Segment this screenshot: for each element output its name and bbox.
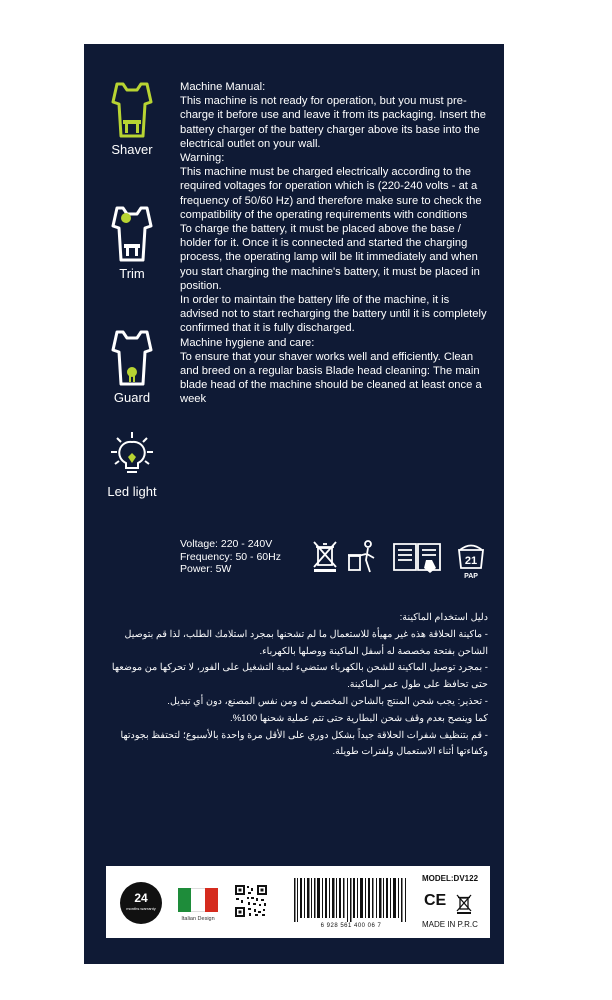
- arabic-instructions: [100, 610, 488, 761]
- made-in-label: MADE IN P.R.C: [422, 920, 478, 929]
- model-number: MODEL:DV122: [422, 874, 479, 883]
- manual-text-block: [180, 80, 490, 407]
- qr-code: [234, 884, 268, 918]
- feature-guard: [84, 328, 180, 405]
- product-box-back-panel: [84, 44, 504, 964]
- manual-heading: Machine Manual:: [180, 81, 266, 93]
- arabic-paragraph: كما وينصح بعدم وقف شحن البطارية حتى تتم عملية شحنها 100%.: [229, 712, 488, 724]
- feature-label: Trim: [119, 266, 145, 281]
- tidyman-recycle-icon: [346, 540, 380, 574]
- warranty-text: months warranty: [126, 906, 156, 911]
- pao-label: PAP: [464, 573, 478, 580]
- arabic-paragraph: - تحذير: يجب شحن المنتج بالشاحن المخصص له ومن نفس المصنع، دون أي تبديل.: [167, 695, 488, 707]
- power-spec: Power: 5W: [180, 563, 232, 575]
- manual-paragraph: In order to maintain the battery life of the machine, it is advised not to start recharging the battery until it is completely confirmed that it is fully discharged.: [180, 294, 487, 335]
- italian-design-label: Italian Design: [181, 916, 215, 922]
- manual-paragraph: To ensure that your shaver works well and efficiently. Clean and breed on a regular basis Blade head cleaning: The main blade head of the machine should be cleaned at least once a week: [180, 350, 482, 406]
- footer-label-strip: [106, 866, 490, 938]
- crossed-bin-icon: [312, 540, 338, 572]
- guard-body-icon: [107, 328, 157, 388]
- read-manual-icon: [392, 540, 444, 574]
- feature-trim: [84, 204, 180, 281]
- warranty-number: 24: [134, 891, 148, 905]
- arabic-heading: دليل استخدام الماكينة:: [399, 612, 488, 623]
- hygiene-heading: Machine hygiene and care:: [180, 336, 315, 349]
- feature-shaver: [84, 80, 180, 157]
- feature-label: Led light: [107, 484, 157, 499]
- specifications: [180, 538, 281, 576]
- arabic-paragraph: - بمجرد توصيل الماكينة للشحن بالكهرباء ستضيء لمبة التشغيل على الفور، لا تحركها من موضعها حتى تحافظ على طول عمر الماكينة.: [111, 662, 488, 691]
- arabic-paragraph: - قم بتنظيف شفرات الحلاقة جيداً بشكل دوري على الأقل مرة واحدة بالأسبوع؛ لتحتفظ بجودتها وكفاءتها أثناء الاستعمال ولفترات طويلة.: [120, 729, 488, 758]
- manual-paragraph: To charge the battery, it must be placed above the base / holder for it. Once it is connected and started the charging process, the operating lamp will be lit immediately and when you start charging the machine's battery, it must be placed in position.: [180, 223, 480, 292]
- manual-paragraph: This machine must be charged electrically according to the required voltages for operation which is (220-240 volts - at a frequency of 50/60 Hz) and therefore make sure to check the compatibility of the operating requirements with conditions: [180, 166, 482, 221]
- trim-body-icon: [107, 204, 157, 264]
- barcode-number: 6 928 561 400 06 7: [320, 923, 382, 929]
- frequency-spec: Frequency: 50 - 60Hz: [180, 550, 281, 563]
- feature-label: Shaver: [111, 142, 153, 157]
- led-bulb-icon: [107, 430, 157, 482]
- italian-flag: [178, 888, 218, 912]
- feature-led-light: [84, 430, 180, 499]
- shaver-body-icon: [107, 80, 157, 140]
- warning-heading: Warning:: [180, 152, 225, 165]
- ce-mark: CE: [424, 892, 447, 909]
- pao-months: 21: [464, 555, 478, 567]
- arabic-paragraph: - ماكينة الحلاقة هذه غير مهيأة للاستعمال ما لم تشحنها بمجرد استلامك الطلب، لذا قم بتوصيل الشاحن بفتحة مخصصة له أسفل الماكينة ووصلها بالكهرباء.: [124, 628, 488, 657]
- voltage-spec: Voltage: 220 - 240V: [180, 538, 273, 550]
- pao-jar-icon: [454, 540, 488, 580]
- weee-bin-icon: [456, 894, 472, 914]
- warranty-badge: [120, 882, 162, 924]
- manual-paragraph: This machine is not ready for operation, but you must pre-charge it before use and leave it from its packaging. Insert the battery charger of the battery charger above its base into the electrical outlet on your wall.: [180, 95, 486, 150]
- feature-label: Guard: [113, 390, 151, 405]
- barcode: [292, 878, 410, 922]
